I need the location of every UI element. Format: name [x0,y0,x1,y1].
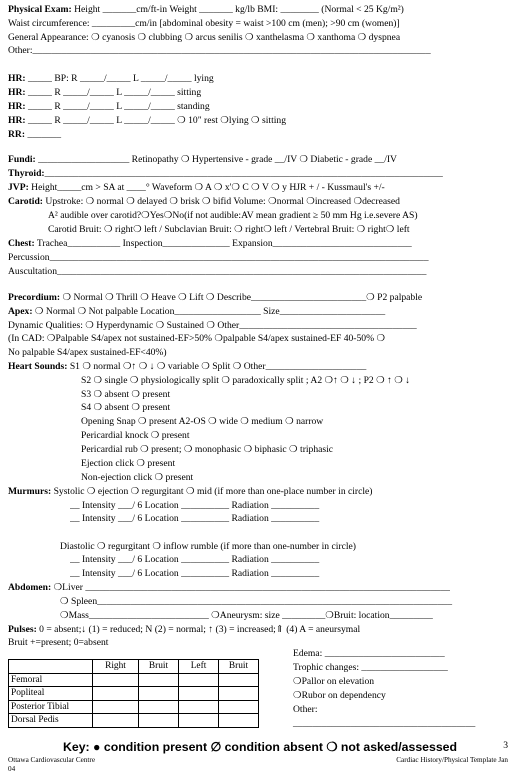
form-line [8,346,510,359]
form-line-text: Carotid Bruit: ❍ right❍ left / Subclavian Bruit: ❍ right❍ left / Vertebral Bruit: ❍ right❍ left [48,224,410,235]
form-line [8,360,510,373]
table-row [9,700,259,714]
page-number: 3 [503,740,508,751]
form-line-heading: HR: [8,115,26,126]
table-cell[interactable] [219,673,259,687]
footer-left-2: 04 [8,765,16,773]
form-line-text: ❍ Normal ❍ Thrill ❍ Heave ❍ Lift ❍ Describe________________________❍ P2 palpable [60,292,423,303]
form-line-text: Waist circumference: _________cm/in [abdominal obesity = waist >100 cm (men); >90 cm (women)] [8,18,400,29]
form-line-text: General Appearance: ❍ cyanosis ❍ clubbing ❍ arcus senilis ❍ xanthelasma ❍ xanthoma ❍ dyspnea [8,32,401,43]
form-line-text: Pericardial knock ❍ present [81,430,190,441]
form-line-heading: Abdomen: [8,582,52,593]
table-cell[interactable] [93,700,139,714]
form-line [48,209,510,222]
form-line-text: ___________________________________________________________________________________ [44,168,443,179]
form-line-text: Auscultation_____________________________________________________________________________ [8,266,427,277]
form-line-heading: HR: [8,101,26,112]
form-line [8,128,510,141]
table-cell[interactable] [179,714,219,728]
row-label: Popliteal [9,687,93,701]
form-line-text: Trachea___________ Inspection______________ Expansion_____________________________ [34,238,412,249]
side-note: Other: [293,704,318,715]
table-cell[interactable] [219,714,259,728]
table-row [9,673,259,687]
form-line-text: ❍Liver ____________________________________________________________________________ [51,582,450,593]
form-line [81,457,510,470]
form-line [81,388,510,401]
form-line [60,540,510,553]
form-line-text: Non-ejection click ❍ present [81,472,194,483]
form-line [8,332,510,345]
form-line-text: (In CAD: ❍Palpable S4/apex not sustained-EF>50% ❍palpable S4/apex sustained-EF 40-50% ❍ [8,333,386,344]
form-line-text: S2 ❍ single ❍ physiologically split ❍ paradoxically split ; A2 ❍↑ ❍ ↓ ; P2 ❍ ↑ ❍ ↓ [81,375,411,386]
side-note: ______________________________________ [293,718,476,729]
form-line [8,100,510,113]
table-cell[interactable] [179,673,219,687]
form-line-text: __ Intensity ___/ 6 Location __________ Radiation __________ [70,554,320,565]
form-line-text: Dynamic Qualities: ❍ Hyperdynamic ❍ Sustained ❍ Other_____________________________________ [8,320,417,331]
form-line-heading: Pulses: [8,624,37,635]
form-line-text: _______ [25,129,62,140]
form-line [8,251,510,264]
table-cell[interactable] [139,673,179,687]
form-line [81,374,510,387]
form-line-text: Height _______cm/ft-in Weight _______ kg/lb BMI: ________ (Normal < 25 Kg/m²) [71,4,404,15]
form-line-text: S3 ❍ absent ❍ present [81,389,171,400]
form-line [8,291,510,304]
column-header: Bruit [219,660,259,674]
form-line [8,305,510,318]
form-line-heading: Precordium: [8,292,61,303]
form-line-text: ❍ Normal ❍ Not palpable Location__________________ Size______________________ [32,306,386,317]
form-line-heading: HR: [8,87,26,98]
form-line-text: Pericardial rub ❍ present; ❍ monophasic ❍ biphasic ❍ triphasic [81,444,334,455]
form-line [70,499,510,512]
form-line-text: Systolic ❍ ejection ❍ regurgitant ❍ mid (if more than one-place number in circle) [51,486,373,497]
form-line [8,181,510,194]
form-line [8,114,510,127]
form-line-heading: Carotid: [8,196,43,207]
form-line [70,512,510,525]
form-line-text: Percussion_______________________________________________________________________________ [8,252,429,263]
form-line [8,581,510,594]
form-line [8,153,510,166]
form-line [8,17,510,30]
row-label: Posterior Tibial [9,700,93,714]
table-row [9,714,259,728]
form-line [81,429,510,442]
form-line [81,415,510,428]
form-line-text: _____ R _____/_____ L _____/_____ sitting [25,87,202,98]
form-line [48,223,510,236]
table-cell[interactable] [179,687,219,701]
form-line [8,31,510,44]
form-line-heading: Fundi: [8,154,36,165]
form-line-text: Diastolic ❍ regurgitant ❍ inflow rumble (if more than one-number in circle) [60,541,356,552]
form-line-text: Height_____cm > SA at ____° Waveform ❍ A ❍ x'❍ C ❍ V ❍ y HJR + / - Kussmaul's +/- [28,182,385,193]
form-line [70,553,510,566]
form-line-heading: Thyroid: [8,168,45,179]
form-line-heading: Chest: [8,238,35,249]
form-line [8,319,510,332]
form-line-text: _____ BP: R _____/_____ L _____/_____ lying [25,73,214,84]
form-line-text: __ Intensity ___/ 6 Location __________ Radiation __________ [70,500,320,511]
table-cell[interactable] [219,687,259,701]
footer-left: Ottawa Cardiovascular Centre [8,756,96,764]
table-cell[interactable] [93,673,139,687]
table-cell[interactable] [179,700,219,714]
form-line-text: __ Intensity ___/ 6 Location __________ Radiation __________ [70,513,320,524]
form-line [8,167,510,180]
form-line-heading: Heart Sounds: [8,361,68,372]
form-line [8,72,510,85]
form-line-heading: JVP: [8,182,29,193]
form-line [8,195,510,208]
table-cell[interactable] [139,714,179,728]
form-line-text: Ejection click ❍ present [81,458,176,469]
form-line [60,609,510,622]
table-row [9,687,259,701]
form-line-text: No palpable S4/apex sustained-EF<40%) [8,347,167,358]
form-line-text: Bruit +=present; 0=absent [8,637,109,648]
form-line-text: _____ R _____/_____ L _____/_____ standing [25,101,210,112]
table-cell[interactable] [139,687,179,701]
form-line [81,471,510,484]
form-line-text: ❍ Spleen__________________________________________________________________________ [60,596,453,607]
form-line-heading: Murmurs: [8,486,52,497]
row-label: Dorsal Pedis [9,714,93,728]
column-header [9,660,93,674]
form-line-text: S4 ❍ absent ❍ present [81,402,171,413]
side-note: ❍Rubor on dependency [293,690,386,701]
form-line-heading: Apex: [8,306,33,317]
table-header-row [9,660,259,674]
form-line-text: A² audible over carotid?❍Yes❍No(if not audible:AV mean gradient ≥ 50 mm Hg i.e.severe AS) [48,210,418,221]
form-line-text: 0 = absent;↓ (1) = reduced; N (2) = normal; ↑ (3) = increased;⇑ (4) A = aneursymal [36,624,361,635]
form-line-heading: Physical Exam: [8,4,72,15]
form-line [8,485,510,498]
side-note: Trophic changes: __________________ [293,662,448,673]
form-line [81,401,510,414]
row-label: Femoral [9,673,93,687]
table-cell[interactable] [219,700,259,714]
form-line [8,265,510,278]
legend-key: Key: ● condition present ∅ condition absent ❍ not asked/assessed [62,740,458,754]
form-line-text: ___________________ Retinopathy ❍ Hypertensive - grade __/IV ❍ Diabetic - grade __/IV [35,154,397,165]
form-line-text: ❍Mass_________________________ ❍Aneurysm: size _________❍Bruit: location_________ [60,610,433,621]
pulse-table [8,659,259,728]
column-header: Bruit [139,660,179,674]
form-line [70,567,510,580]
side-note: ❍Pallor on elevation [293,676,375,687]
column-header: Right [93,660,139,674]
form-line-heading: HR: [8,73,26,84]
form-line-text: Other:___________________________________________________________________________________ [8,45,431,56]
form-line-heading: RR: [8,129,26,140]
table-cell[interactable] [93,687,139,701]
footer-right: Cardiac History/Physical Template Jan [396,756,508,764]
form-line-text: Upstroke: ❍ normal ❍ delayed ❍ brisk ❍ bifid Volume: ❍normal ❍increased ❍decreased [43,196,400,207]
form-line-text: __ Intensity ___/ 6 Location __________ Radiation __________ [70,568,320,579]
form-line-text: S1 ❍ normal ❍↑ ❍ ↓ ❍ variable ❍ Split ❍ Other_____________________ [67,361,367,372]
table-cell[interactable] [93,714,139,728]
form-line-text: Opening Snap ❍ present A2-OS ❍ wide ❍ medium ❍ narrow [81,416,324,427]
form-line [81,443,510,456]
table-cell[interactable] [139,700,179,714]
form-line [8,44,510,57]
form-line [8,623,510,636]
form-line-text: _____ R _____/_____ L _____/_____ ❍ 10" rest ❍lying ❍ sitting [25,115,287,126]
column-header: Left [179,660,219,674]
side-note: Edema: _________________________ [293,648,445,659]
form-line [60,595,510,608]
form-line [8,237,510,250]
form-line [8,86,510,99]
form-line [8,3,510,16]
